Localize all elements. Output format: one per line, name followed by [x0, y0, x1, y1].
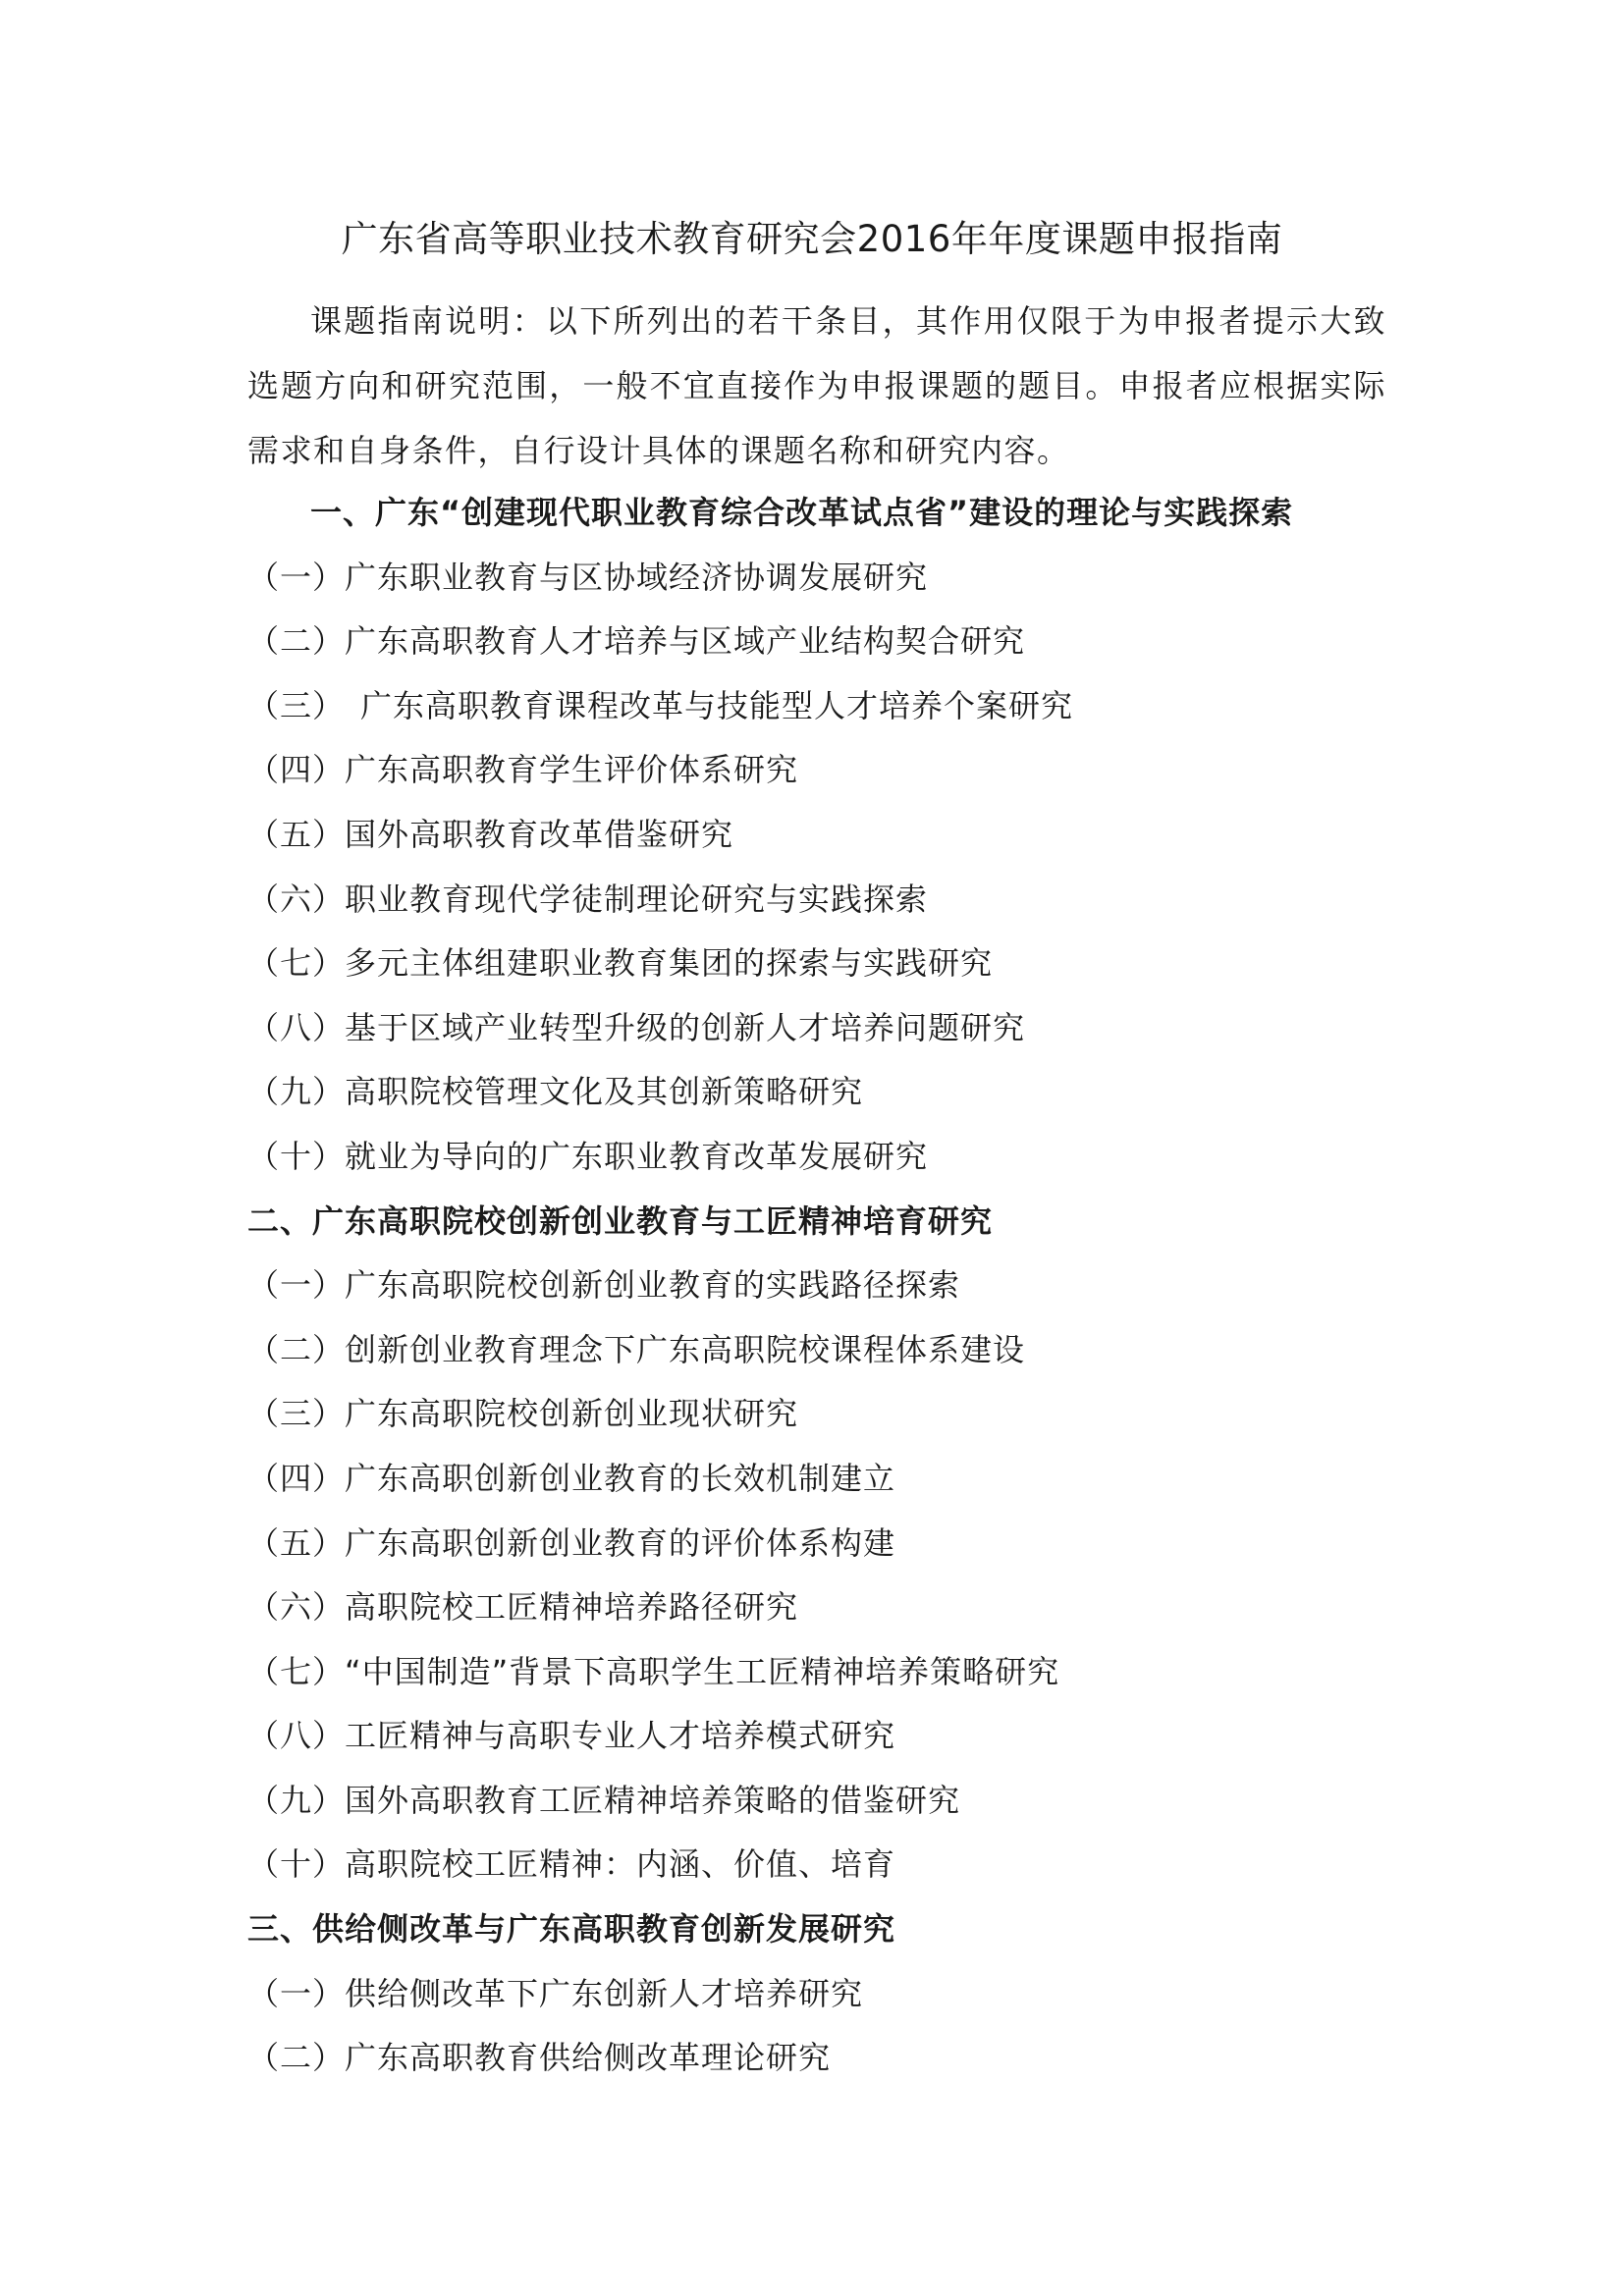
- item-number: （一）: [247, 1974, 346, 2012]
- topic-item: [247, 1125, 1406, 1190]
- topic-item: [247, 996, 1406, 1061]
- topic-item: [247, 1318, 1406, 1383]
- item-text: 高职院校工匠精神培养路径研究: [345, 1588, 799, 1627]
- item-number: （六）: [247, 1588, 346, 1627]
- topic-item: [247, 2026, 1406, 2091]
- topic-item: [247, 1704, 1406, 1769]
- topic-item: [247, 868, 1406, 933]
- item-number: （四）: [247, 751, 346, 789]
- item-text: 广东高职教育学生评价体系研究: [345, 751, 799, 789]
- item-text: 职业教育现代学徒制理论研究与实践探索: [345, 880, 929, 918]
- item-number: （二）: [247, 1330, 346, 1368]
- item-text: 广东职业教育与区协域经济协调发展研究: [345, 558, 929, 596]
- section-heading-2: 二、广东高职院校创新创业教育与工匠精神培育研究: [247, 1201, 994, 1240]
- document-title: 广东省高等职业技术教育研究会2016年年度课题申报指南: [341, 218, 1283, 260]
- topic-item: [247, 1575, 1406, 1640]
- section-heading-3: 三、供给侧改革与广东高职教育创新发展研究: [247, 1910, 896, 1949]
- item-text: 广东高职创新创业教育的评价体系构建: [345, 1523, 896, 1562]
- item-number: （二）: [247, 2039, 346, 2077]
- item-text: 高职院校工匠精神：内涵、价值、培育: [345, 1845, 896, 1884]
- item-number: （六）: [247, 880, 346, 918]
- topic-item: [247, 1254, 1406, 1318]
- item-text: 高职院校管理文化及其创新策略研究: [345, 1073, 864, 1111]
- item-text: 创新创业教育理念下广东高职院校课程体系建设: [345, 1330, 1026, 1368]
- item-text: 广东高职教育供给侧改革理论研究: [345, 2039, 832, 2077]
- topic-item: [247, 1447, 1406, 1512]
- item-text: 基于区域产业转型升级的创新人才培养问题研究: [345, 1008, 1026, 1046]
- topic-item: [247, 674, 1406, 739]
- item-text: 广东高职院校创新创业教育的实践路径探索: [345, 1266, 961, 1305]
- item-number: （八）: [247, 1008, 346, 1046]
- item-text: 广东高职教育人才培养与区域产业结构契合研究: [345, 622, 1026, 661]
- topic-item: [247, 803, 1406, 868]
- topic-item: [247, 610, 1406, 674]
- item-number: （一）: [247, 558, 346, 596]
- section-heading-1: 一、广东“创建现代职业教育综合改革试点省”建设的理论与实践探索: [310, 494, 1294, 531]
- item-number: （四）: [247, 1459, 346, 1497]
- item-number: （八）: [247, 1717, 346, 1755]
- topic-item: [247, 738, 1406, 803]
- item-number: （九）: [247, 1073, 346, 1111]
- item-number: （五）: [247, 1523, 346, 1562]
- item-number: （三）: [247, 1395, 346, 1433]
- item-number: （二）: [247, 622, 346, 661]
- item-text: 广东高职教育课程改革与技能型人才培养个案研究: [360, 686, 1074, 724]
- topic-item: [247, 1060, 1406, 1125]
- item-text: 广东高职创新创业教育的长效机制建立: [345, 1459, 896, 1497]
- topic-item: [247, 1769, 1406, 1834]
- topic-item: [247, 932, 1406, 996]
- item-text: 就业为导向的广东职业教育改革发展研究: [345, 1137, 929, 1175]
- item-text: “中国制造”背景下高职学生工匠精神培养策略研究: [345, 1652, 1060, 1690]
- topic-item: [247, 1962, 1406, 2027]
- item-number: （三）: [247, 686, 346, 724]
- item-number: （七）: [247, 944, 346, 983]
- topic-item: [247, 1640, 1406, 1705]
- item-text: 供给侧改革下广东创新人才培养研究: [345, 1974, 864, 2012]
- item-number: （五）: [247, 815, 346, 853]
- item-text: 国外高职教育改革借鉴研究: [345, 815, 734, 853]
- item-text: 工匠精神与高职专业人才培养模式研究: [345, 1717, 896, 1755]
- topic-item: [247, 1382, 1406, 1447]
- topic-outline: [247, 481, 1406, 2091]
- item-text: 国外高职教育工匠精神培养策略的借鉴研究: [345, 1781, 961, 1819]
- item-number: （十）: [247, 1137, 346, 1175]
- item-number: （九）: [247, 1781, 346, 1819]
- guide-intro-paragraph: 课题指南说明：以下所列出的若干条目，其作用仅限于为申报者提示大致选题方向和研究范围，一般不宜直接作为申报课题的题目。申报者应根据实际需求和自身条件，自行设计具体的课题名称和研究内容。: [247, 302, 1386, 469]
- item-text: 多元主体组建职业教育集团的探索与实践研究: [345, 944, 994, 983]
- item-number: （七）: [247, 1652, 346, 1690]
- topic-item: [247, 546, 1406, 611]
- item-number: （一）: [247, 1266, 346, 1305]
- topic-item: [247, 1512, 1406, 1576]
- topic-item: [247, 1833, 1406, 1897]
- item-number: （十）: [247, 1845, 346, 1884]
- item-text: 广东高职院校创新创业现状研究: [345, 1395, 799, 1433]
